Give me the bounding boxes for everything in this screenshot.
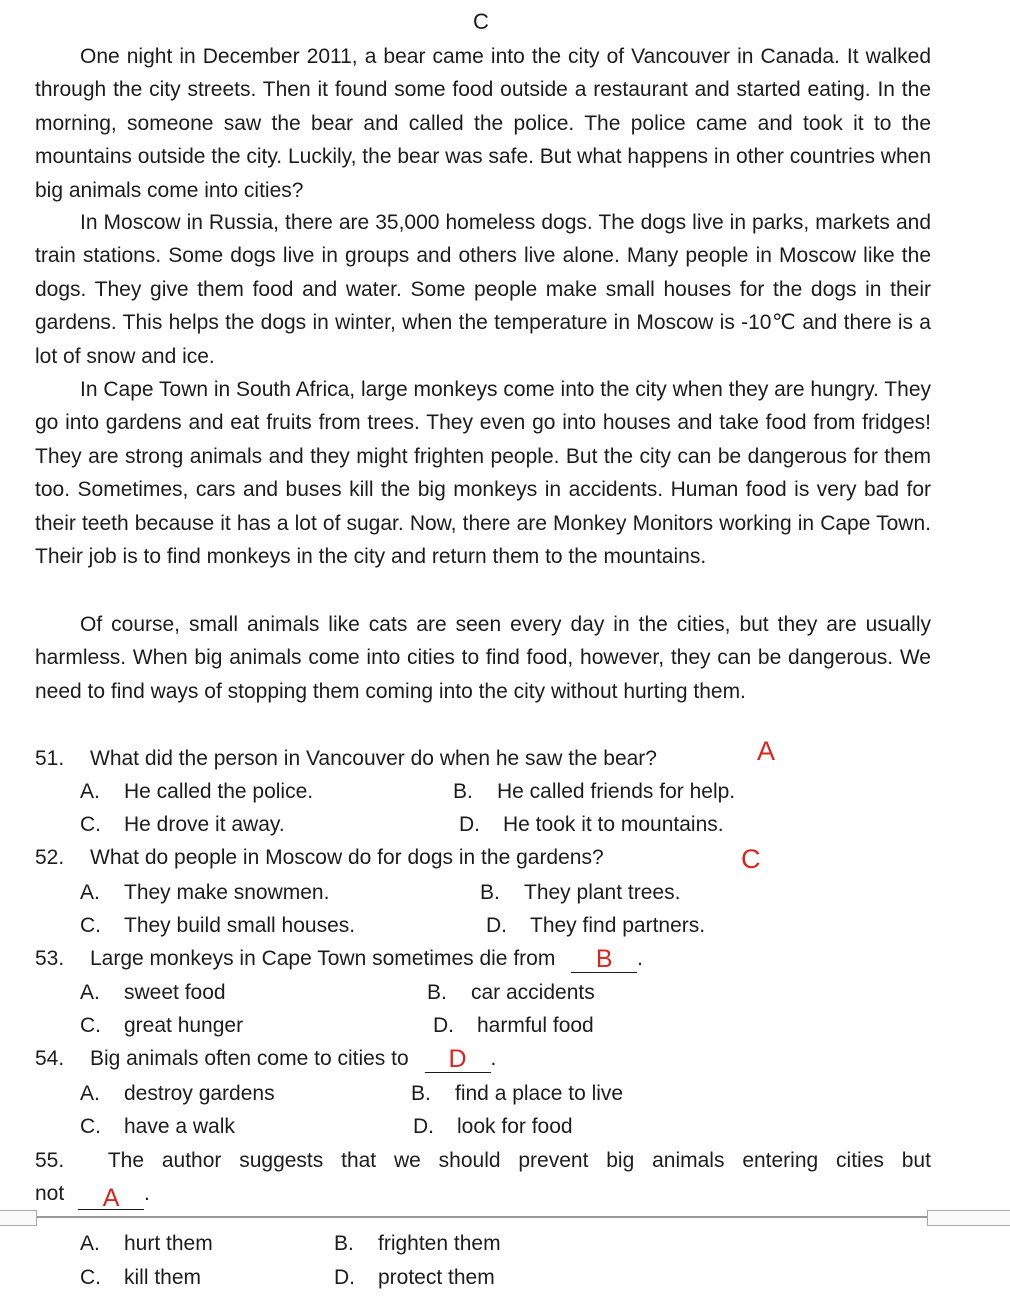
answer-mark: C [741,844,761,874]
question-number: 55. [35,1149,65,1172]
page-fold-tab-right [927,1210,1010,1226]
paragraph-moscow: In Moscow in Russia, there are 35,000 homeless dogs. The dogs live in parks, markets and train stations. Some dogs live in groups and others live alone. Many people in Moscow like the dogs. They give them food and water. Some people make small houses for the dogs in their gardens. This helps the dogs in winter, when the temperature in Moscow is -10℃ and there is a lot of snow and ice. [35,211,931,368]
question-number: 51. [35,747,65,770]
answer-blank [78,1183,144,1210]
question-text: What do people in Moscow do for dogs in the gardens? [90,846,604,869]
option-a: A. hurt them [80,1232,213,1255]
page-fold-divider [0,1216,1010,1218]
option-d: D. harmful food [433,1014,594,1037]
paragraph-conclusion: Of course, small animals like cats are seen every day in the cities, but they are usually harmless. When big animals come into cities to find food, however, they can be dangerous. We need to find ways of stopping them coming into the city without hurting them. [35,613,931,703]
option-c: C. They build small houses. [80,914,356,937]
option-a: A. sweet food [80,981,226,1004]
option-a: A. They make snowmen. [80,881,330,904]
answer-mark: A [102,1184,120,1212]
question-text: Large monkeys in Cape Town sometimes die from [90,947,556,970]
option-c: C. great hunger [80,1014,244,1037]
question-number: 53. [35,947,65,970]
option-c: C. He drove it away. [80,813,285,836]
question-text: 55. The author suggests that we should prevent big animals entering cities but [35,1144,931,1177]
option-b: B. They plant trees. [480,881,681,904]
question-51 [35,745,657,773]
answer-mark: D [448,1045,467,1073]
option-d: D. They find partners. [486,914,706,937]
question-number: 54. [35,1047,65,1070]
section-letter: C [473,9,489,34]
question-text: Big animals often come to cities to [90,1047,409,1070]
option-a: A. He called the police. [80,780,314,803]
answer-mark: B [595,945,613,973]
option-b: B. He called friends for help. [453,780,736,803]
question-53: 53. Large monkeys in Cape Town sometimes die from B . [35,945,644,973]
answer-mark: A [757,736,776,766]
answer-blank [571,946,637,973]
option-c: C. have a walk [80,1115,235,1138]
answer-blank [425,1046,491,1073]
option-b: B. frighten them [334,1232,501,1255]
paragraph-cape-town: In Cape Town in South Africa, large monkeys come into the city when they are hungry. They go into gardens and eat fruits from trees. They even go into houses and take food from fridges! They are strong animals and they might frighten people. But the city can be dangerous for them too. Sometimes, cars and buses kill the big monkeys in accidents. Human food is very bad for their teeth because it has a lot of sugar. Now, there are Monkey Monitors working in Cape Town. Their job is to find monkeys in the city and return them to the mountains. [35,378,931,569]
option-a: A. destroy gardens [80,1082,275,1105]
option-b: B. find a place to live [411,1082,624,1105]
question-52 [35,844,604,872]
question-text: What did the person in Vancouver do when he saw the bear? [90,747,657,770]
option-d: D. look for food [413,1115,573,1138]
paragraph-vancouver: One night in December 2011, a bear came into the city of Vancouver in Canada. It walked through the city streets. Then it found some food outside a restaurant and started eating. In the morning, someone saw the bear and called the police. The police came and took it to the mountains outside the city. Luckily, the bear was safe. But what happens in other countries when big animals come into cities? [35,45,931,202]
question-55 [35,1144,931,1210]
page-fold-tab-left [0,1210,37,1226]
question-54: 54. Big animals often come to cities to D . [35,1045,497,1073]
option-d: D. He took it to mountains. [459,813,724,836]
option-d: D. protect them [334,1266,495,1289]
question-number: 52. [35,846,65,869]
question-text-line2: not A . [35,1182,150,1212]
option-b: B. car accidents [427,981,595,1004]
option-c: C. kill them [80,1266,202,1289]
